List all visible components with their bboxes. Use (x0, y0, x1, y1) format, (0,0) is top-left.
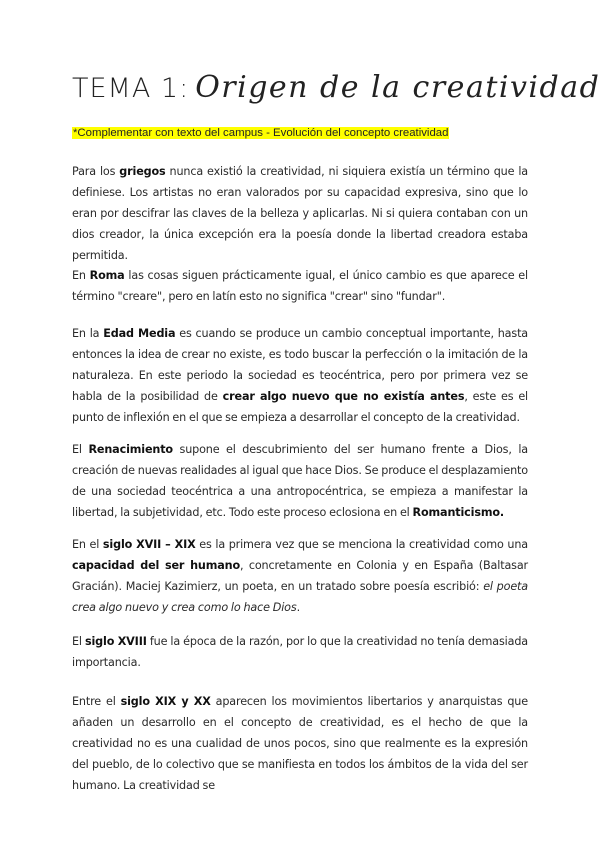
text-span: nunca existió la creatividad, ni siquiera existía un término que la definiese. Los artistas no eran valorados por su capacidad expresiva, sino que lo eran por descifrar las claves de la belleza y aplicarlas. Ni si quiera contaban con un dios creador, la única excepción era la poesía donde la libertad creadora estaba permitida. (72, 165, 528, 262)
bold-term: capacidad del ser humano (72, 559, 240, 572)
text-span: es la primera vez que se menciona la creatividad como una (195, 538, 528, 551)
bold-term: siglo XVIII (84, 635, 147, 648)
title-main: Origen de la creatividad (195, 70, 600, 105)
text-span: Entre el (72, 695, 121, 708)
text-span: aparecen los movimientos libertarios y anarquistas que añaden un desarrollo en el concepto de creatividad, es el hecho de que la creatividad no es una cualidad de unos pocos, sino que realmente es la expresión del pueblo, de lo colectivo que se manifiesta en todos los ámbitos de la vida del ser humano. La creatividad se (72, 695, 528, 792)
paragraph-renacimiento (72, 439, 528, 523)
bold-term: siglo XIX y XX (120, 695, 211, 708)
text-span: En el (72, 538, 103, 551)
page-title (72, 70, 600, 114)
bold-term: crear algo nuevo que no existía antes (222, 390, 465, 403)
text-span: El (72, 635, 85, 648)
text-span: es cuando se produce un cambio conceptual importante, hasta entonces la idea de crear no existe, es todo buscar la perfección o la imitación de la naturaleza. En este periodo la sociedad es teocéntrica, pero por primera vez se habla de la posibilidad de (72, 327, 529, 403)
italic-quote: el poeta crea algo nuevo y crea como lo hace Dios (72, 580, 529, 614)
text-span: El (72, 443, 89, 456)
bold-term: siglo XVII – XIX (102, 538, 196, 551)
bold-term: griegos (119, 165, 166, 178)
bold-term: Edad Media (103, 327, 176, 340)
text-span: las cosas siguen prácticamente igual, el único cambio es que aparece el término "creare", pero en latín esto no significa "crear" sino "fundar". (72, 269, 528, 303)
paragraph-roma (72, 265, 528, 307)
bold-term: Romanticismo. (412, 506, 504, 519)
paragraph-siglo-xix-xx (72, 691, 528, 796)
paragraph-siglo-xviii (72, 631, 528, 673)
text-span: . (296, 601, 300, 614)
paragraph-griegos (72, 161, 528, 266)
bold-term: Roma (89, 269, 125, 282)
title-prefix: TEMA 1: (72, 73, 190, 104)
paragraph-siglo-xvii-xix (72, 534, 528, 618)
text-span: fue la época de la razón, por lo que la creatividad no tenía demasiada importancia. (72, 635, 528, 669)
paragraph-edad-media (72, 323, 528, 428)
text-span: , concretamente en Colonia y en España (Baltasar Gracián). Maciej Kazimierz, un poeta, en un tratado sobre poesía escribió: (72, 559, 528, 593)
bold-term: Renacimiento (88, 443, 173, 456)
text-span: supone el descubrimiento del ser humano frente a Dios, la creación de nuevas realidades al igual que hace Dios. Se produce el desplazamiento de una sociedad teocéntrica a una antropocéntrica, se empieza a manifestar la libertad, la subjetividad, etc. Todo este proceso eclosiona en el (72, 443, 528, 519)
text-span: En (72, 269, 90, 282)
text-span: , este es el punto de inflexión en el que se empieza a desarrollar el concepto de la creatividad. (72, 390, 529, 424)
text-span: Para los (72, 165, 120, 178)
highlighted-note: *Complementar con texto del campus - Evolución del concepto creatividad (73, 127, 449, 139)
text-span: En la (72, 327, 104, 340)
